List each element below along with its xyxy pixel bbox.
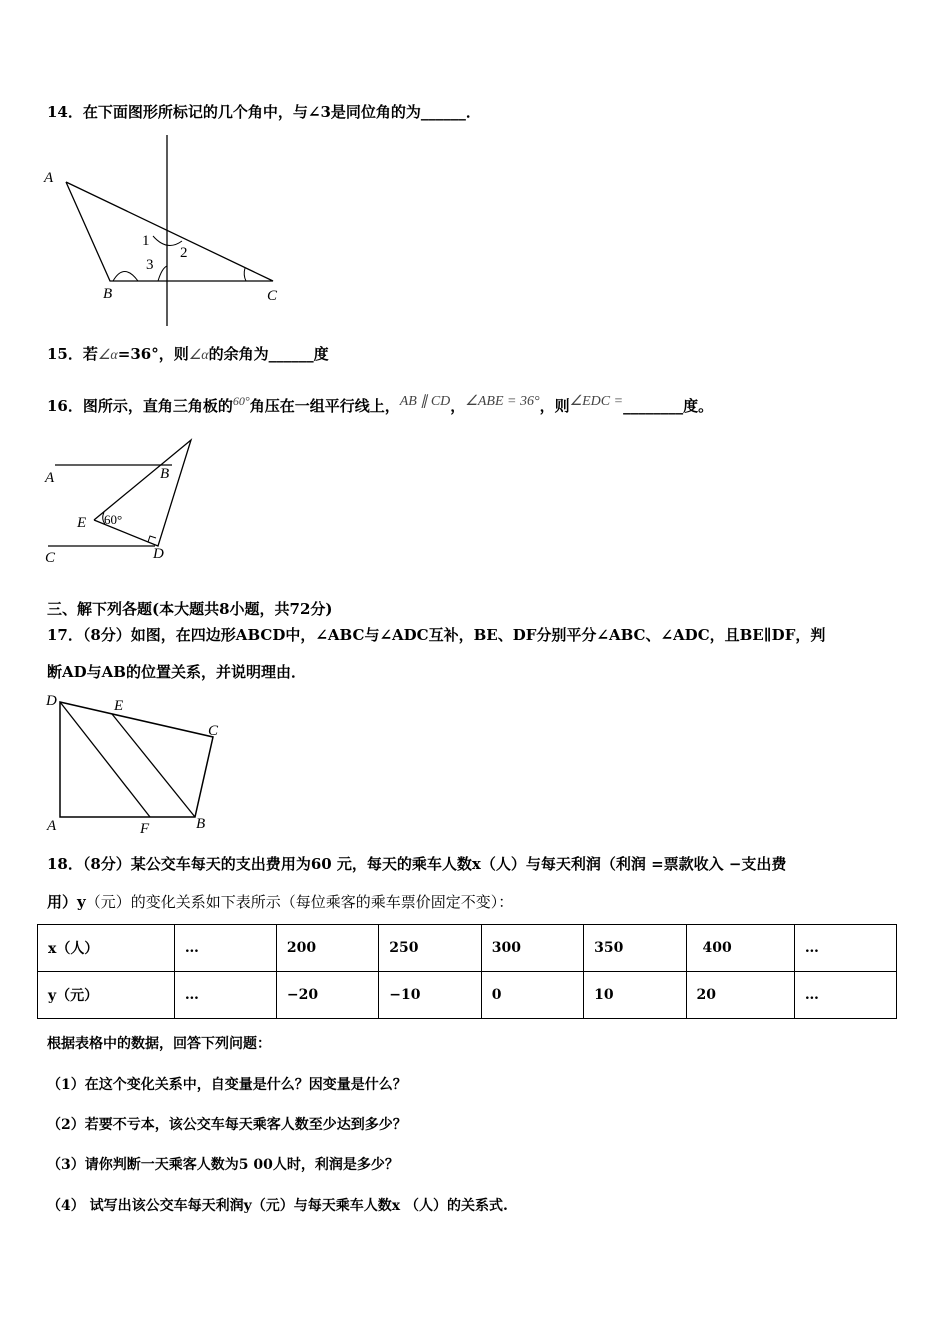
label-C: C — [45, 550, 56, 566]
angle-1-label: 1 — [142, 233, 150, 249]
sub-question-4: （4） 试写出该公交车每天利润y（元）与每天乘车人数x （人）的关系式. — [47, 1198, 508, 1214]
question-17-line1: 17．（8分）如图，在四边形ABCD中，∠ABC与∠ADC互补，BE、DF分别平分∠ABC、∠ADC，且BE∥DF，判 — [47, 626, 826, 644]
label-E: E — [77, 515, 87, 531]
table-row: x（人） … 200 250 300 350 400 … — [38, 925, 897, 972]
label-D: D — [153, 546, 164, 562]
question-17-line2: 断AD与AB的位置关系，并说明理由． — [47, 663, 306, 681]
sub-question-1: （1）在这个变化关系中，自变量是什么？因变量是什么？ — [47, 1077, 407, 1093]
label-C: C — [208, 723, 219, 739]
table-row: y（元） … −20 −10 0 10 20 … — [38, 972, 897, 1019]
question-18-line2: 用）y（元）的变化关系如下表所示（每位乘客的乘车票价固定不变）： — [47, 893, 514, 911]
question-16: 16．图所示，直角三角板的$^{60^\circ}$角压在一组平行线上，$^{AB \parallel CD}$，$^{\angle ABE = 36^\circ}$，则$^{\angle EDC =}$________度。 — [47, 394, 714, 415]
label-B: B — [103, 286, 113, 302]
angle-60-label: 60° — [104, 512, 123, 527]
angle-2-label: 2 — [180, 245, 188, 261]
question-18-line1: 18．（8分）某公交车每天的支出费用为60 元，每天的乘车人数x（人）与每天利润（利润 =票款收入 −支出费 — [47, 855, 787, 873]
angle-3-label: 3 — [146, 257, 154, 273]
section-heading: 三、解下列各题(本大题共8小题，共72分) — [47, 600, 333, 618]
label-F: F — [140, 821, 150, 837]
sub-question-2: （2）若要不亏本，该公交车每天乘客人数至少达到多少？ — [47, 1117, 407, 1133]
question-15: 15．若∠α=36°，则∠α的余角为______度 — [47, 345, 329, 363]
label-B: B — [160, 466, 170, 482]
prompt: 根据表格中的数据，回答下列问题： — [47, 1036, 271, 1052]
label-C: C — [267, 288, 278, 304]
label-A: A — [45, 470, 55, 486]
data-table — [37, 924, 897, 1019]
question-14: 14．在下面图形所标记的几个角中，与∠3是同位角的为______． — [47, 103, 481, 121]
label-D: D — [46, 693, 57, 709]
label-B: B — [196, 816, 206, 832]
sub-question-3: （3）请你判断一天乘客人数为5 00人时，利润是多少？ — [47, 1157, 399, 1173]
label-E: E — [114, 698, 124, 714]
label-A: A — [44, 170, 54, 186]
label-A: A — [47, 818, 57, 834]
